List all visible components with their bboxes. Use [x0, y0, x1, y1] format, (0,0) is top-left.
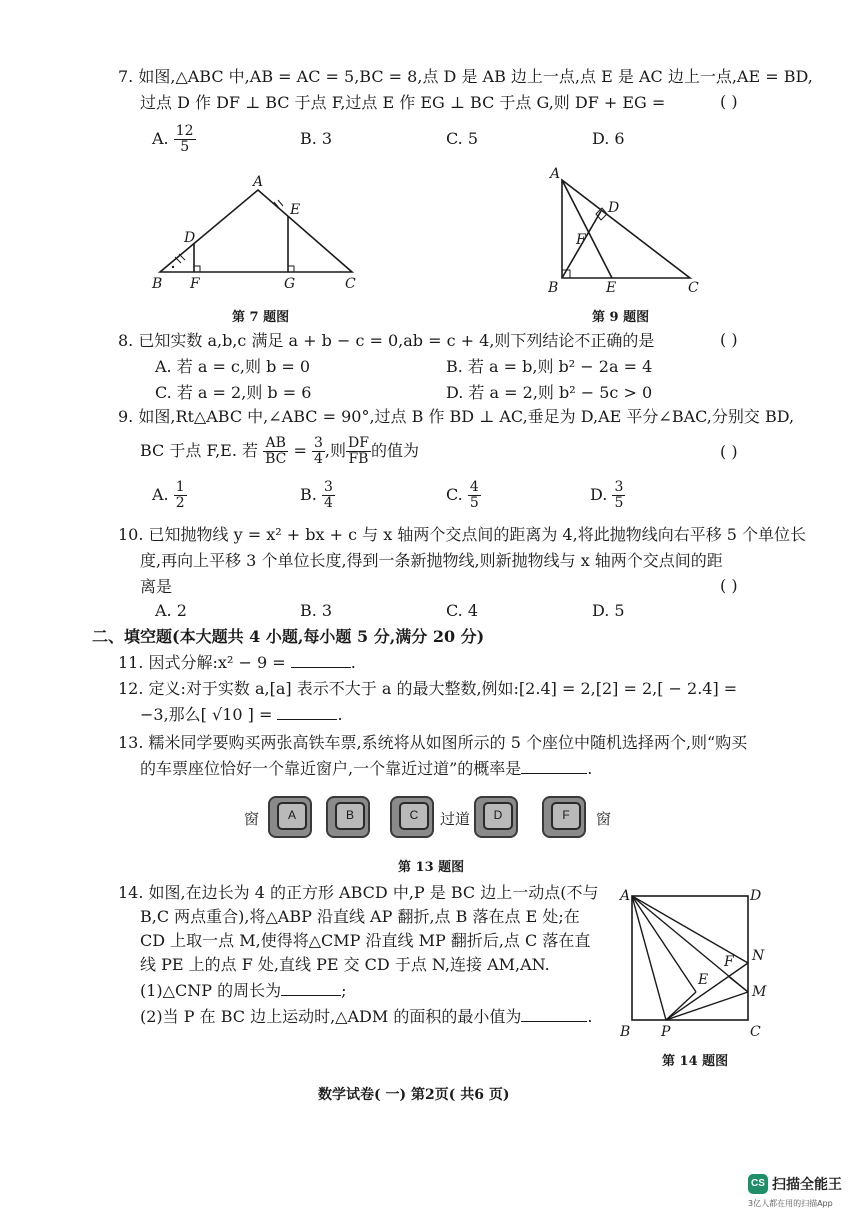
q9-option-c: C. $\frac{4}{5}$: [446, 479, 479, 511]
seat-f: F: [542, 796, 586, 838]
fig9-label-c: C: [688, 280, 699, 296]
q12-blank: [277, 719, 337, 720]
q14-blank-1: [281, 995, 341, 996]
fig9-label-b: B: [548, 280, 559, 296]
seat-d: D: [474, 796, 518, 838]
q14-sub2: (2)当 P 在 BC 边上运动时,△ADM 的面积的最小值为 .: [140, 1007, 593, 1026]
fig13-aisle: 过道: [440, 810, 471, 828]
q7-line1: 7. 如图,△ABC 中,AB = AC = 5,BC = 8,点 D 是 AB 边上一点,点 E 是 AC 边上一点,AE = BD,: [118, 67, 813, 86]
fig14-label-c: C: [750, 1024, 761, 1040]
q10-option-d: D. 5: [592, 601, 625, 620]
q14-line2: B,C 两点重合),将△ABP 沿直线 AP 翻折,点 B 落在点 E 处;在: [140, 907, 580, 926]
q8-option-a: A. 若 a = c,则 b = 0: [155, 357, 311, 376]
q13-blank: [521, 773, 587, 774]
scanner-name: 扫描全能王: [772, 1177, 842, 1193]
q10-option-b: B. 3: [300, 601, 333, 620]
q8-stem: 8. 已知实数 a,b,c 满足 a + b − c = 0,ab = c + 4,则下列结论不正确的是: [118, 331, 655, 350]
q9-answer-paren: ( ): [720, 442, 738, 461]
q7-option-d: D. 6: [592, 129, 625, 148]
q7-option-b: B. 3: [300, 129, 333, 148]
fig9-label-d: D: [608, 200, 620, 216]
seat-a: A: [268, 796, 312, 838]
q10-line1: 10. 已知抛物线 y = x² + bx + c 与 x 轴两个交点间的距离为 4,将此抛物线向右平移 5 个单位长: [118, 525, 807, 544]
q8-answer-paren: ( ): [720, 330, 738, 349]
camscanner-icon: CS: [748, 1174, 768, 1194]
q9-option-b: B. $\frac{3}{4}$: [300, 479, 333, 511]
fig7-caption: 第 7 题图: [232, 310, 290, 325]
fig7-label-d: D: [184, 230, 196, 246]
q9-line2: BC 于点 F,E. 若 $\frac{AB}{BC}$ = $\frac{3}{4}$ ,则 $\frac{DF}{FB}$ 的值为: [140, 435, 419, 467]
q14-line3: CD 上取一点 M,使得将△CMP 沿直线 MP 翻折后,点 C 落在直: [140, 931, 591, 950]
figure-7: [140, 170, 380, 300]
q12-line2: −3,那么[ √10 ] = .: [140, 705, 343, 724]
fig14-label-n: N: [752, 948, 765, 964]
fig7-label-b: B: [152, 276, 163, 292]
q10-line2: 度,再向上平移 3 个单位长度,得到一条新抛物线,则新抛物线与 x 轴两个交点间的距: [140, 551, 723, 570]
fig7-label-e: E: [290, 202, 301, 218]
q9-option-d: D. $\frac{3}{5}$: [590, 479, 624, 511]
fig14-label-b: B: [620, 1024, 631, 1040]
scanner-tagline: 3亿人都在用的扫描App: [748, 1199, 833, 1208]
seat-b: B: [326, 796, 370, 838]
fig14-label-m: M: [752, 984, 767, 1000]
q7-line2: 过点 D 作 DF ⊥ BC 于点 F,过点 E 作 EG ⊥ BC 于点 G,则 DF + EG =: [140, 93, 666, 112]
seat-c: C: [390, 796, 434, 838]
figure-14: [616, 880, 776, 1048]
fig7-label-c: C: [345, 276, 356, 292]
fig9-label-f: F: [576, 232, 586, 248]
q9-option-a: A. $\frac{1}{2}$: [152, 479, 185, 511]
q10-line3: 离是: [140, 577, 173, 596]
q7-option-a: A. $\frac{12}{5}$: [152, 123, 194, 155]
fig7-label-g: G: [284, 276, 296, 292]
q10-option-c: C. 4: [446, 601, 479, 620]
q13-line1: 13. 糯米同学要购买两张高铁车票,系统将从如图所示的 5 个座位中随机选择两个,则“购买: [118, 733, 748, 752]
q9-line1: 9. 如图,Rt△ABC 中,∠ABC = 90°,过点 B 作 BD ⊥ AC,垂足为 D,AE 平分∠BAC,分别交 BD,: [118, 407, 795, 426]
fig9-caption: 第 9 题图: [592, 310, 650, 325]
q8-option-b: B. 若 a = b,则 b² − 2a = 4: [446, 357, 653, 376]
page-footer: 数学试卷( 一) 第2页( 共6 页): [318, 1087, 510, 1103]
fig7-label-f: F: [190, 276, 200, 292]
q8-option-c: C. 若 a = 2,则 b = 6: [155, 383, 312, 402]
q14-line1: 14. 如图,在边长为 4 的正方形 ABCD 中,P 是 BC 边上一动点(不与: [118, 883, 599, 902]
scanner-watermark: [748, 1168, 848, 1218]
fig14-label-p: P: [661, 1024, 671, 1040]
fig14-caption: 第 14 题图: [662, 1054, 729, 1069]
q7-answer-paren: ( ): [720, 92, 738, 111]
q8-option-d: D. 若 a = 2,则 b² − 5c > 0: [446, 383, 653, 402]
fig14-label-f: F: [724, 954, 734, 970]
fig13-window-left: 窗: [244, 810, 260, 828]
q10-answer-paren: ( ): [720, 576, 738, 595]
q7-option-c: C. 5: [446, 129, 479, 148]
q12-line1: 12. 定义:对于实数 a,[a] 表示不大于 a 的最大整数,例如:[2.4] = 2,[2] = 2,[ − 2.4] =: [118, 679, 738, 698]
q13-line2: 的车票座位恰好一个靠近窗户,一个靠近过道”的概率是 .: [140, 759, 593, 778]
q10-option-a: A. 2: [155, 601, 187, 620]
fig14-label-e: E: [698, 972, 709, 988]
fig14-label-d: D: [750, 888, 762, 904]
q11-text: 11. 因式分解:x² − 9 = .: [118, 653, 356, 672]
figure-9: [540, 162, 710, 302]
fig13-caption: 第 13 题图: [398, 860, 465, 875]
fig14-label-a: A: [620, 888, 631, 904]
section-2-heading: 二、填空题(本大题共 4 小题,每小题 5 分,满分 20 分): [92, 627, 485, 646]
fig13-window-right: 窗: [596, 810, 612, 828]
fig7-label-a: A: [253, 174, 264, 190]
fig9-label-e: E: [606, 280, 617, 296]
q11-blank: [291, 667, 351, 668]
q14-sub1: (1)△CNP 的周长为 ;: [140, 981, 347, 1000]
q14-blank-2: [521, 1021, 587, 1022]
q14-line4: 线 PE 上的点 F 处,直线 PE 交 CD 于点 N,连接 AM,AN.: [140, 955, 550, 974]
fig9-label-a: A: [550, 166, 561, 182]
